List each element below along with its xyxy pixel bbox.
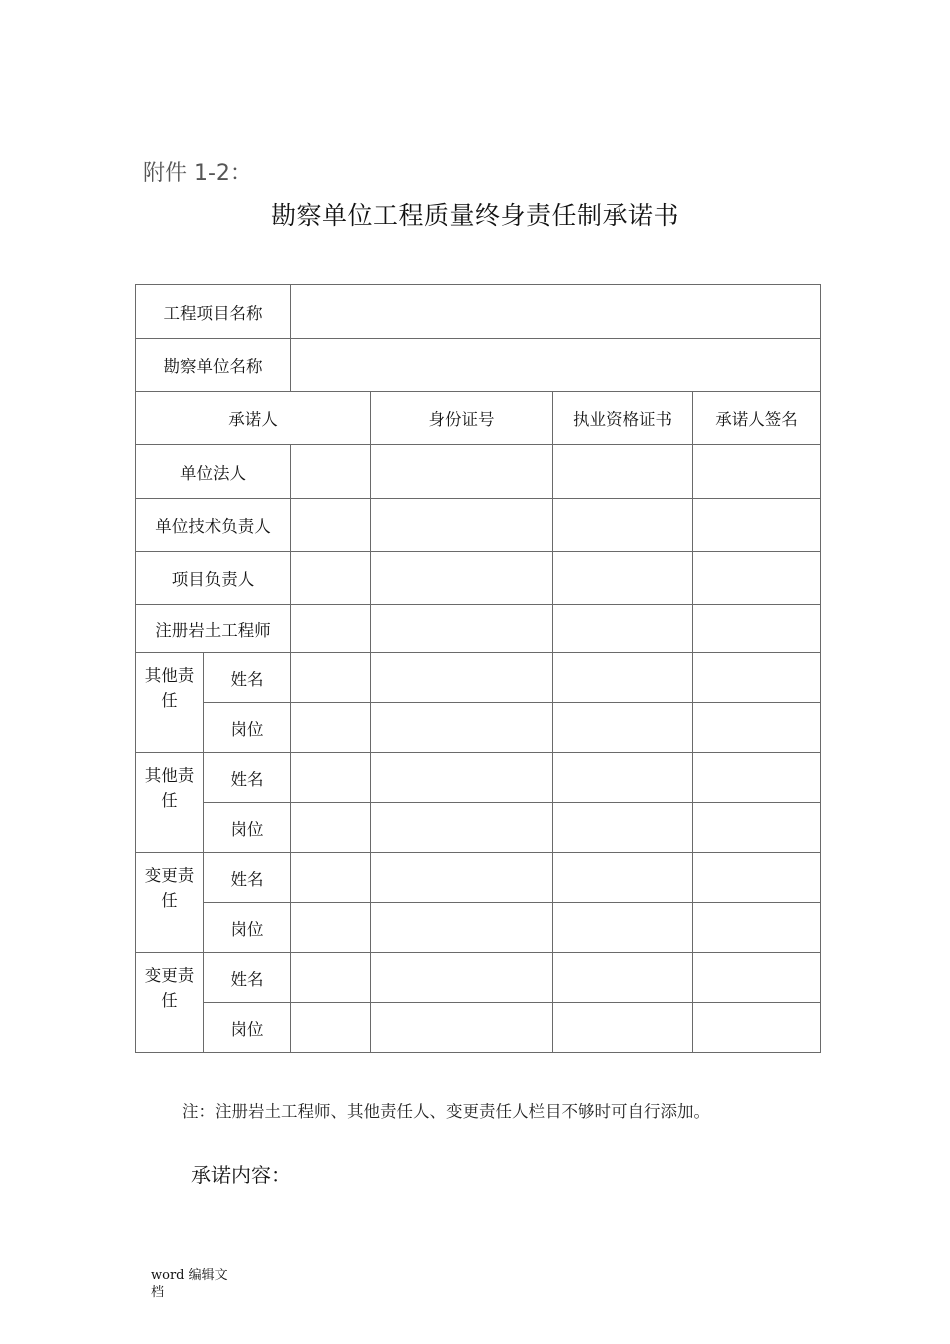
group-label-cell: [136, 953, 204, 1053]
pledge-content-heading: 承诺内容：: [191, 1163, 291, 1187]
promisor-name-cell[interactable]: [291, 753, 371, 803]
promisor-name-cell[interactable]: [291, 552, 371, 605]
company-name-label: 勘察单位名称: [136, 339, 291, 392]
signature-cell[interactable]: [693, 605, 821, 653]
signature-cell[interactable]: [693, 703, 821, 753]
project-name-field[interactable]: [291, 285, 821, 339]
project-name-label: 工程项目名称: [136, 285, 291, 339]
signature-cell[interactable]: [693, 1003, 821, 1053]
qualification-cell[interactable]: [553, 605, 693, 653]
role-label: 单位法人: [136, 445, 291, 499]
id-number-cell[interactable]: [371, 552, 553, 605]
signature-cell[interactable]: [693, 903, 821, 953]
promisor-name-cell[interactable]: [291, 445, 371, 499]
promisor-name-cell[interactable]: [291, 953, 371, 1003]
id-number-cell[interactable]: [371, 803, 553, 853]
promisor-name-cell[interactable]: [291, 903, 371, 953]
promisor-header: 承诺人: [136, 392, 371, 445]
qualification-cell[interactable]: [553, 953, 693, 1003]
post-label: 岗位: [204, 1003, 291, 1053]
name-label: 姓名: [204, 953, 291, 1003]
table-row: [136, 1003, 821, 1053]
id-number-cell[interactable]: [371, 703, 553, 753]
group-label-cell: [136, 753, 204, 853]
id-number-cell[interactable]: [371, 903, 553, 953]
table-row: [136, 605, 821, 653]
table-row: [136, 853, 821, 903]
column-header-row: [136, 392, 821, 445]
promisor-name-cell[interactable]: [291, 499, 371, 552]
table-row: [136, 552, 821, 605]
signature-cell[interactable]: [693, 653, 821, 703]
table-row: [136, 953, 821, 1003]
qualification-cell[interactable]: [553, 552, 693, 605]
promisor-name-cell[interactable]: [291, 803, 371, 853]
table-row: [136, 803, 821, 853]
role-label: 项目负责人: [136, 552, 291, 605]
signature-cell[interactable]: [693, 853, 821, 903]
table-row: [136, 703, 821, 753]
signature-cell[interactable]: [693, 953, 821, 1003]
role-label: 单位技术负责人: [136, 499, 291, 552]
project-name-row: [136, 285, 821, 339]
name-label: 姓名: [204, 853, 291, 903]
post-label: 岗位: [204, 803, 291, 853]
signature-cell[interactable]: [693, 445, 821, 499]
promisor-name-cell[interactable]: [291, 605, 371, 653]
id-number-cell[interactable]: [371, 753, 553, 803]
qualification-cell[interactable]: [553, 803, 693, 853]
post-label: 岗位: [204, 703, 291, 753]
name-label: 姓名: [204, 653, 291, 703]
document-title: 勘察单位工程质量终身责任制承诺书: [270, 201, 679, 230]
id-number-cell[interactable]: [371, 953, 553, 1003]
promisor-name-cell[interactable]: [291, 1003, 371, 1053]
group-label-cell: [136, 653, 204, 753]
qualification-cell[interactable]: [553, 1003, 693, 1053]
table-row: [136, 445, 821, 499]
group-label: 其他责任: [144, 666, 195, 710]
qualification-cell[interactable]: [553, 853, 693, 903]
table-row: [136, 753, 821, 803]
company-name-field[interactable]: [291, 339, 821, 392]
name-label: 姓名: [204, 753, 291, 803]
footer-watermark-text: word 编辑文档: [151, 1268, 228, 1300]
id-number-cell[interactable]: [371, 653, 553, 703]
company-name-row: [136, 339, 821, 392]
promisor-name-cell[interactable]: [291, 703, 371, 753]
role-label: 注册岩土工程师: [136, 605, 291, 653]
qualification-cell[interactable]: [553, 903, 693, 953]
id-number-cell[interactable]: [371, 445, 553, 499]
group-label: 变更责任: [144, 966, 195, 1010]
group-label-cell: [136, 853, 204, 953]
attachment-label: 附件 1-2：: [143, 161, 252, 186]
qualification-cell[interactable]: [553, 703, 693, 753]
id-number-header: 身份证号: [371, 392, 553, 445]
commitment-form-table: [135, 284, 821, 1053]
table-row: [136, 653, 821, 703]
promisor-name-cell[interactable]: [291, 653, 371, 703]
signature-cell[interactable]: [693, 753, 821, 803]
id-number-cell[interactable]: [371, 1003, 553, 1053]
promisor-name-cell[interactable]: [291, 853, 371, 903]
id-number-cell[interactable]: [371, 853, 553, 903]
signature-cell[interactable]: [693, 803, 821, 853]
qualification-header: 执业资格证书: [553, 392, 693, 445]
id-number-cell[interactable]: [371, 499, 553, 552]
table-row: [136, 499, 821, 552]
qualification-cell[interactable]: [553, 753, 693, 803]
id-number-cell[interactable]: [371, 605, 553, 653]
group-label: 变更责任: [144, 866, 195, 910]
group-label: 其他责任: [144, 766, 195, 810]
table-row: [136, 903, 821, 953]
signature-header: 承诺人签名: [693, 392, 821, 445]
qualification-cell[interactable]: [553, 653, 693, 703]
signature-cell[interactable]: [693, 499, 821, 552]
table-note: 注：注册岩土工程师、其他责任人、变更责任人栏目不够时可自行添加。: [182, 1102, 710, 1121]
qualification-cell[interactable]: [553, 499, 693, 552]
post-label: 岗位: [204, 903, 291, 953]
signature-cell[interactable]: [693, 552, 821, 605]
qualification-cell[interactable]: [553, 445, 693, 499]
